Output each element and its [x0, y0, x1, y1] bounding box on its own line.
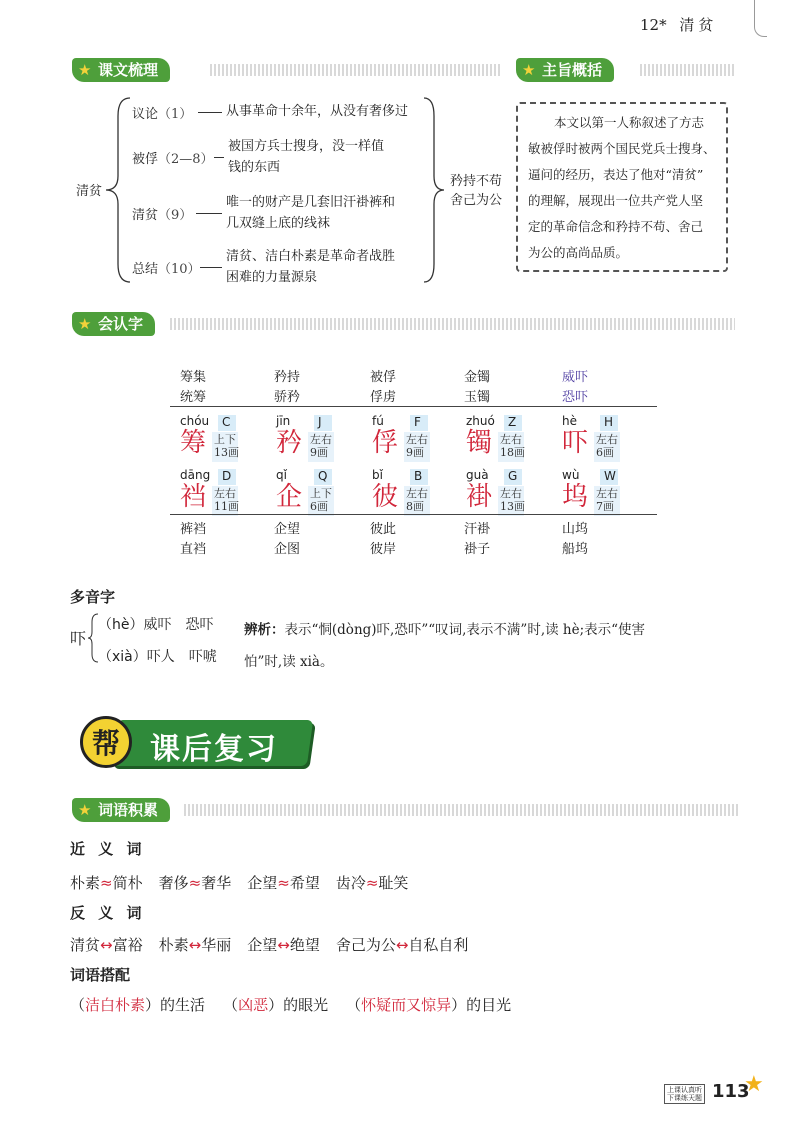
- char-index-letter: Z: [508, 415, 517, 429]
- dash: [214, 157, 224, 158]
- polyphone-reading-1: （hè）威吓 恐吓: [98, 617, 214, 633]
- section-tag-theme: [516, 58, 614, 82]
- approx-icon: ≈: [365, 874, 379, 892]
- outline-desc-3: 唯一的财产是几套旧汗褂裤和 几双缝上底的线袜: [226, 195, 396, 231]
- char-pinyin: wù: [562, 468, 580, 482]
- char-strokes: 11画: [214, 500, 239, 513]
- swap-arrow-icon: ↔: [395, 936, 409, 954]
- char-glyph: 坞: [562, 482, 589, 512]
- collocation: （洁白朴素）的生活: [70, 996, 206, 1014]
- index-box: [314, 415, 332, 431]
- char-glyph: 吓: [562, 428, 589, 458]
- char-structure: 左右: [500, 487, 522, 500]
- word-group: 威吓 恐吓: [562, 370, 589, 405]
- outline-item-1: 议论（1）: [132, 107, 193, 122]
- char-index-letter: J: [318, 415, 322, 429]
- char-strokes: 9画: [310, 446, 328, 459]
- outline-desc-4: 清贫、洁白朴素是革命者战胜 困难的力量源泉: [226, 249, 396, 285]
- star-icon: ★: [522, 61, 536, 79]
- collocation: （怀疑而又惊异）的目光: [346, 996, 512, 1014]
- lesson-title: 清贫: [679, 16, 718, 34]
- char-index-letter: Q: [318, 469, 328, 483]
- lesson-number: 12*: [640, 16, 667, 34]
- table-rule-bottom: [170, 514, 657, 515]
- char-index-letter: D: [222, 469, 232, 483]
- outline-desc-1: 从事革命十余年，从没有奢侈过: [226, 104, 409, 119]
- word-group: 企望 企图: [274, 522, 301, 557]
- char-structure: 左右: [596, 487, 618, 500]
- dash: [198, 112, 222, 113]
- word-pair: 企望≈希望: [247, 874, 320, 892]
- collocation: （凶恶）的眼光: [223, 996, 329, 1014]
- review-banner: [70, 716, 316, 770]
- approx-icon: ≈: [188, 874, 202, 892]
- char-glyph: 镯: [466, 428, 493, 458]
- outline-desc-2: 被国方兵士搜身，没一样值 钱的东西: [228, 139, 385, 175]
- char-index-letter: B: [414, 469, 423, 483]
- char-pinyin: zhuó: [466, 414, 495, 428]
- word-pair: 朴素↔华丽: [158, 936, 232, 954]
- char-pinyin: hè: [562, 414, 577, 428]
- word-pair: 清贫↔富裕: [70, 936, 143, 954]
- word-pair: 舍己为公↔自私自利: [335, 936, 469, 954]
- word-group: 筹集 统筹: [180, 370, 207, 405]
- char-glyph: 筹: [180, 428, 207, 458]
- decor-stripe: [184, 804, 739, 816]
- char-strokes: 6画: [596, 446, 614, 459]
- section-tag-chars: [72, 312, 155, 336]
- word-group: 裤裆 直裆: [180, 522, 207, 557]
- char-strokes: 6画: [310, 500, 328, 513]
- page-header: [640, 14, 717, 35]
- polyphone-explanation: 辨析：表示“恫(dòng)吓,恐吓”“叹词,表示不满”时,读 hè;表示“使害 怕”时,读 xià。: [244, 622, 646, 670]
- swap-arrow-icon: ↔: [100, 936, 113, 954]
- char-structure: 左右: [310, 433, 332, 446]
- outline-item-2: 被俘（2—8）: [132, 152, 214, 167]
- char-index-letter: H: [604, 415, 614, 429]
- char-pinyin: dāng: [180, 468, 211, 482]
- char-index-letter: G: [508, 469, 518, 483]
- decor-stripe: [170, 318, 735, 330]
- section-title: 词语积累: [98, 801, 159, 819]
- page-number: 113: [712, 1081, 750, 1102]
- char-pinyin: qǐ: [276, 468, 287, 482]
- char-pinyin: guà: [466, 468, 489, 482]
- char-strokes: 8画: [406, 500, 424, 513]
- char-strokes: 13画: [500, 500, 525, 513]
- swap-arrow-icon: ↔: [188, 936, 202, 954]
- theme-summary-box: 本文以第一人称叙述了方志 敏被俘时被两个国民党兵士搜身、 逼问的经历，表达了他对“清贫” 的理解，展现出一位共产党人坚 定的革命信念和矜持不苟、舍己 为公的高尚品质。: [516, 102, 728, 272]
- polyphone-title: 多音字: [70, 588, 116, 606]
- word-group: 金镯 玉镯: [464, 370, 491, 405]
- footer-slogan: 上课认真听 下课练天题: [664, 1084, 705, 1104]
- section-tag-vocab: [72, 798, 170, 822]
- char-glyph: 裆: [180, 482, 207, 512]
- char-glyph: 彼: [372, 482, 399, 512]
- char-structure: 左右: [406, 487, 428, 500]
- char-structure: 左右: [406, 433, 428, 446]
- char-pinyin: jīn: [276, 414, 291, 428]
- char-glyph: 褂: [466, 482, 493, 512]
- char-strokes: 18画: [500, 446, 525, 459]
- star-icon: ★: [78, 801, 92, 819]
- section-title: 课文梳理: [98, 61, 159, 79]
- approx-icon: ≈: [277, 874, 290, 892]
- star-icon: ★: [78, 315, 92, 333]
- char-structure: 上下: [214, 433, 236, 446]
- char-strokes: 13画: [214, 446, 239, 459]
- char-structure: 左右: [214, 487, 236, 500]
- word-pair: 奢侈≈奢华: [158, 874, 232, 892]
- antonyms-line: [70, 934, 484, 955]
- char-strokes: 9画: [406, 446, 424, 459]
- char-pinyin: chóu: [180, 414, 210, 428]
- star-icon: ★: [78, 61, 92, 79]
- synonyms-line: [70, 872, 424, 893]
- collocation-line: [70, 994, 529, 1015]
- dash: [200, 267, 222, 268]
- word-pair: 企望↔绝望: [247, 936, 320, 954]
- section-title: 主旨概括: [542, 61, 603, 79]
- char-index-letter: W: [604, 469, 616, 483]
- char-strokes: 7画: [596, 500, 614, 513]
- char-structure: 左右: [596, 433, 618, 446]
- outline-item-3: 清贫（9）: [132, 208, 193, 223]
- char-index-letter: F: [414, 415, 421, 429]
- antonyms-title: 反 义 词: [70, 904, 146, 922]
- polyphone-char: 吓: [70, 629, 87, 648]
- char-glyph: 矜: [276, 428, 303, 458]
- word-group: 彼此 彼岸: [370, 522, 397, 557]
- word-pair: 齿冷≈耻笑: [335, 874, 409, 892]
- header-rule: [754, 0, 767, 37]
- decor-stripe: [210, 64, 500, 76]
- word-group: 汗褂 褂子: [464, 522, 491, 557]
- char-index-letter: C: [222, 415, 231, 429]
- char-structure: 上下: [310, 487, 332, 500]
- word-pair: 朴素≈简朴: [70, 874, 143, 892]
- section-title: 会认字: [98, 315, 144, 333]
- right-brace: [418, 96, 448, 286]
- word-group: 山坞 船坞: [562, 522, 589, 557]
- synonyms-title: 近 义 词: [70, 840, 146, 858]
- collocation-title: 词语搭配: [70, 966, 131, 984]
- outline-root: 清贫: [76, 184, 103, 199]
- swap-arrow-icon: ↔: [277, 936, 290, 954]
- char-structure: 左右: [500, 433, 522, 446]
- word-group: 矜持 骄矜: [274, 370, 301, 405]
- star-icon: ★: [744, 1072, 764, 1097]
- approx-icon: ≈: [100, 874, 113, 892]
- dash: [196, 213, 222, 214]
- decor-stripe: [640, 64, 735, 76]
- banner-title: 课后复习: [150, 732, 278, 767]
- char-pinyin: bǐ: [372, 468, 383, 482]
- section-tag-outline: [72, 58, 170, 82]
- word-group: 被俘 俘虏: [370, 370, 397, 405]
- outline-conclusion: 矜持不苟 舍己为公: [450, 174, 503, 208]
- char-glyph: 企: [276, 482, 303, 512]
- table-rule-top: [170, 406, 657, 407]
- outline-item-4: 总结（10）: [132, 262, 201, 277]
- banner-badge-char: 帮: [91, 727, 120, 760]
- polyphone-reading-2: （xià）吓人 吓唬: [98, 649, 217, 665]
- char-pinyin: fú: [372, 414, 384, 428]
- char-glyph: 俘: [372, 428, 399, 458]
